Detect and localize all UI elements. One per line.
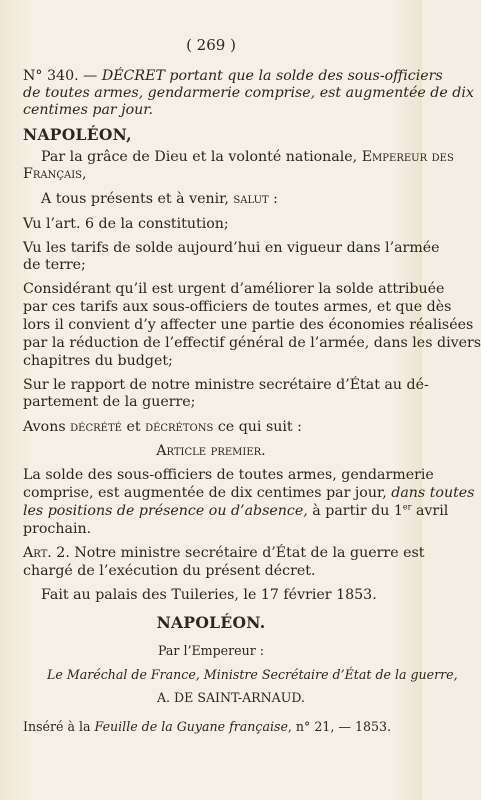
article-premier-heading: Article premier. [156, 443, 266, 459]
publication-name: Feuille de la Guyane française [94, 719, 288, 734]
insertion-text: Inséré à la [23, 719, 95, 734]
decree-title-line-1 [23, 67, 443, 85]
insertion-note [23, 718, 391, 736]
article-1-text: comprise, est augmentée de dix centimes par jour, [23, 485, 392, 501]
avons-line [23, 418, 302, 436]
considerant-line-4: par la réduction de l’effectif général de l’armée, dans les divers [23, 335, 481, 351]
article-1-italic: dans toutes [391, 485, 475, 501]
article-1-line-1: La solde des sous-officiers de toutes armes, gendarmerie [23, 467, 434, 483]
fait-line: Fait au palais des Tuileries, le 17 février 1853. [41, 587, 377, 603]
article-1-date: à partir du 1 [307, 503, 403, 519]
article-1-line-2 [23, 484, 474, 502]
article-1-line-3 [23, 502, 448, 520]
et-word: et [121, 419, 146, 435]
decree-dash: — [78, 68, 102, 84]
decretons-word: décrétons [145, 419, 214, 435]
page-number: ( 269 ) [186, 36, 236, 54]
decrete-word: décrété [70, 419, 122, 435]
article-2-line-1 [23, 544, 424, 562]
insertion-number: , n° 21, — 1853. [287, 719, 392, 734]
considerant-line-1: Considérant qu’il est urgent d’améliorer la solde attribuée [23, 281, 445, 297]
vu-article-line: Vu l’art. 6 de la constitution; [23, 216, 229, 232]
article-2-label: Art. 2. [23, 545, 70, 561]
decree-number: N° 340. [23, 68, 79, 84]
considerant-line-2: par ces tarifs aux sous-officiers de toutes armes, et que dès [23, 299, 452, 315]
par-empereur: Par l’Empereur : [158, 643, 264, 658]
signature-name: NAPOLÉON. [156, 613, 266, 632]
presents-text: A tous présents et à venir, [41, 191, 234, 207]
vu-tarifs-line-1: Vu les tarifs de solde aujourd’hui en vigueur dans l’armée [23, 240, 440, 256]
decree-title-line-3: centimes par jour. [23, 102, 153, 118]
grace-text: Par la grâce de Dieu et la volonté nationale, [41, 149, 362, 165]
avons-text: Avons [23, 419, 71, 435]
grace-line-1 [41, 148, 454, 166]
article-1-positions: les positions de présence ou d’absence, [23, 503, 308, 519]
minister-name: A. DE SAINT-ARNAUD. [156, 690, 306, 705]
avons-tail: ce qui suit : [213, 419, 302, 435]
presents-colon: : [268, 191, 278, 207]
presents-line [41, 190, 278, 208]
ordinal-superscript: er [402, 502, 412, 512]
article-2-text: Notre ministre secrétaire d’État de la guerre est [69, 545, 425, 561]
article-2-line-2: chargé de l’exécution du présent décret. [23, 563, 316, 579]
rapport-line-1: Sur le rapport de notre ministre secrétaire d’État au dé- [23, 377, 429, 393]
considerant-line-5: chapitres du budget; [23, 353, 173, 369]
rapport-line-2: partement de la guerre; [23, 394, 196, 410]
emperor-title: Empereur des [361, 149, 454, 165]
decree-title: DÉCRET portant que la solde des sous-officiers [101, 68, 443, 84]
decree-title-line-2: de toutes armes, gendarmerie comprise, est augmentée de dix [23, 85, 474, 101]
salut-word: salut [233, 191, 269, 207]
minister-title: Le Maréchal de France, Ministre Secrétaire d’État de la guerre, [47, 667, 458, 682]
article-1-month: avril [411, 503, 449, 519]
vu-tarifs-line-2: de terre; [23, 257, 86, 273]
grace-line-2: Français, [23, 166, 87, 182]
article-1-line-4: prochain. [23, 521, 92, 537]
emperor-heading: NAPOLÉON, [23, 125, 132, 144]
considerant-line-3: lors il convient d’y affecter une partie des économies réalisées [23, 317, 474, 333]
